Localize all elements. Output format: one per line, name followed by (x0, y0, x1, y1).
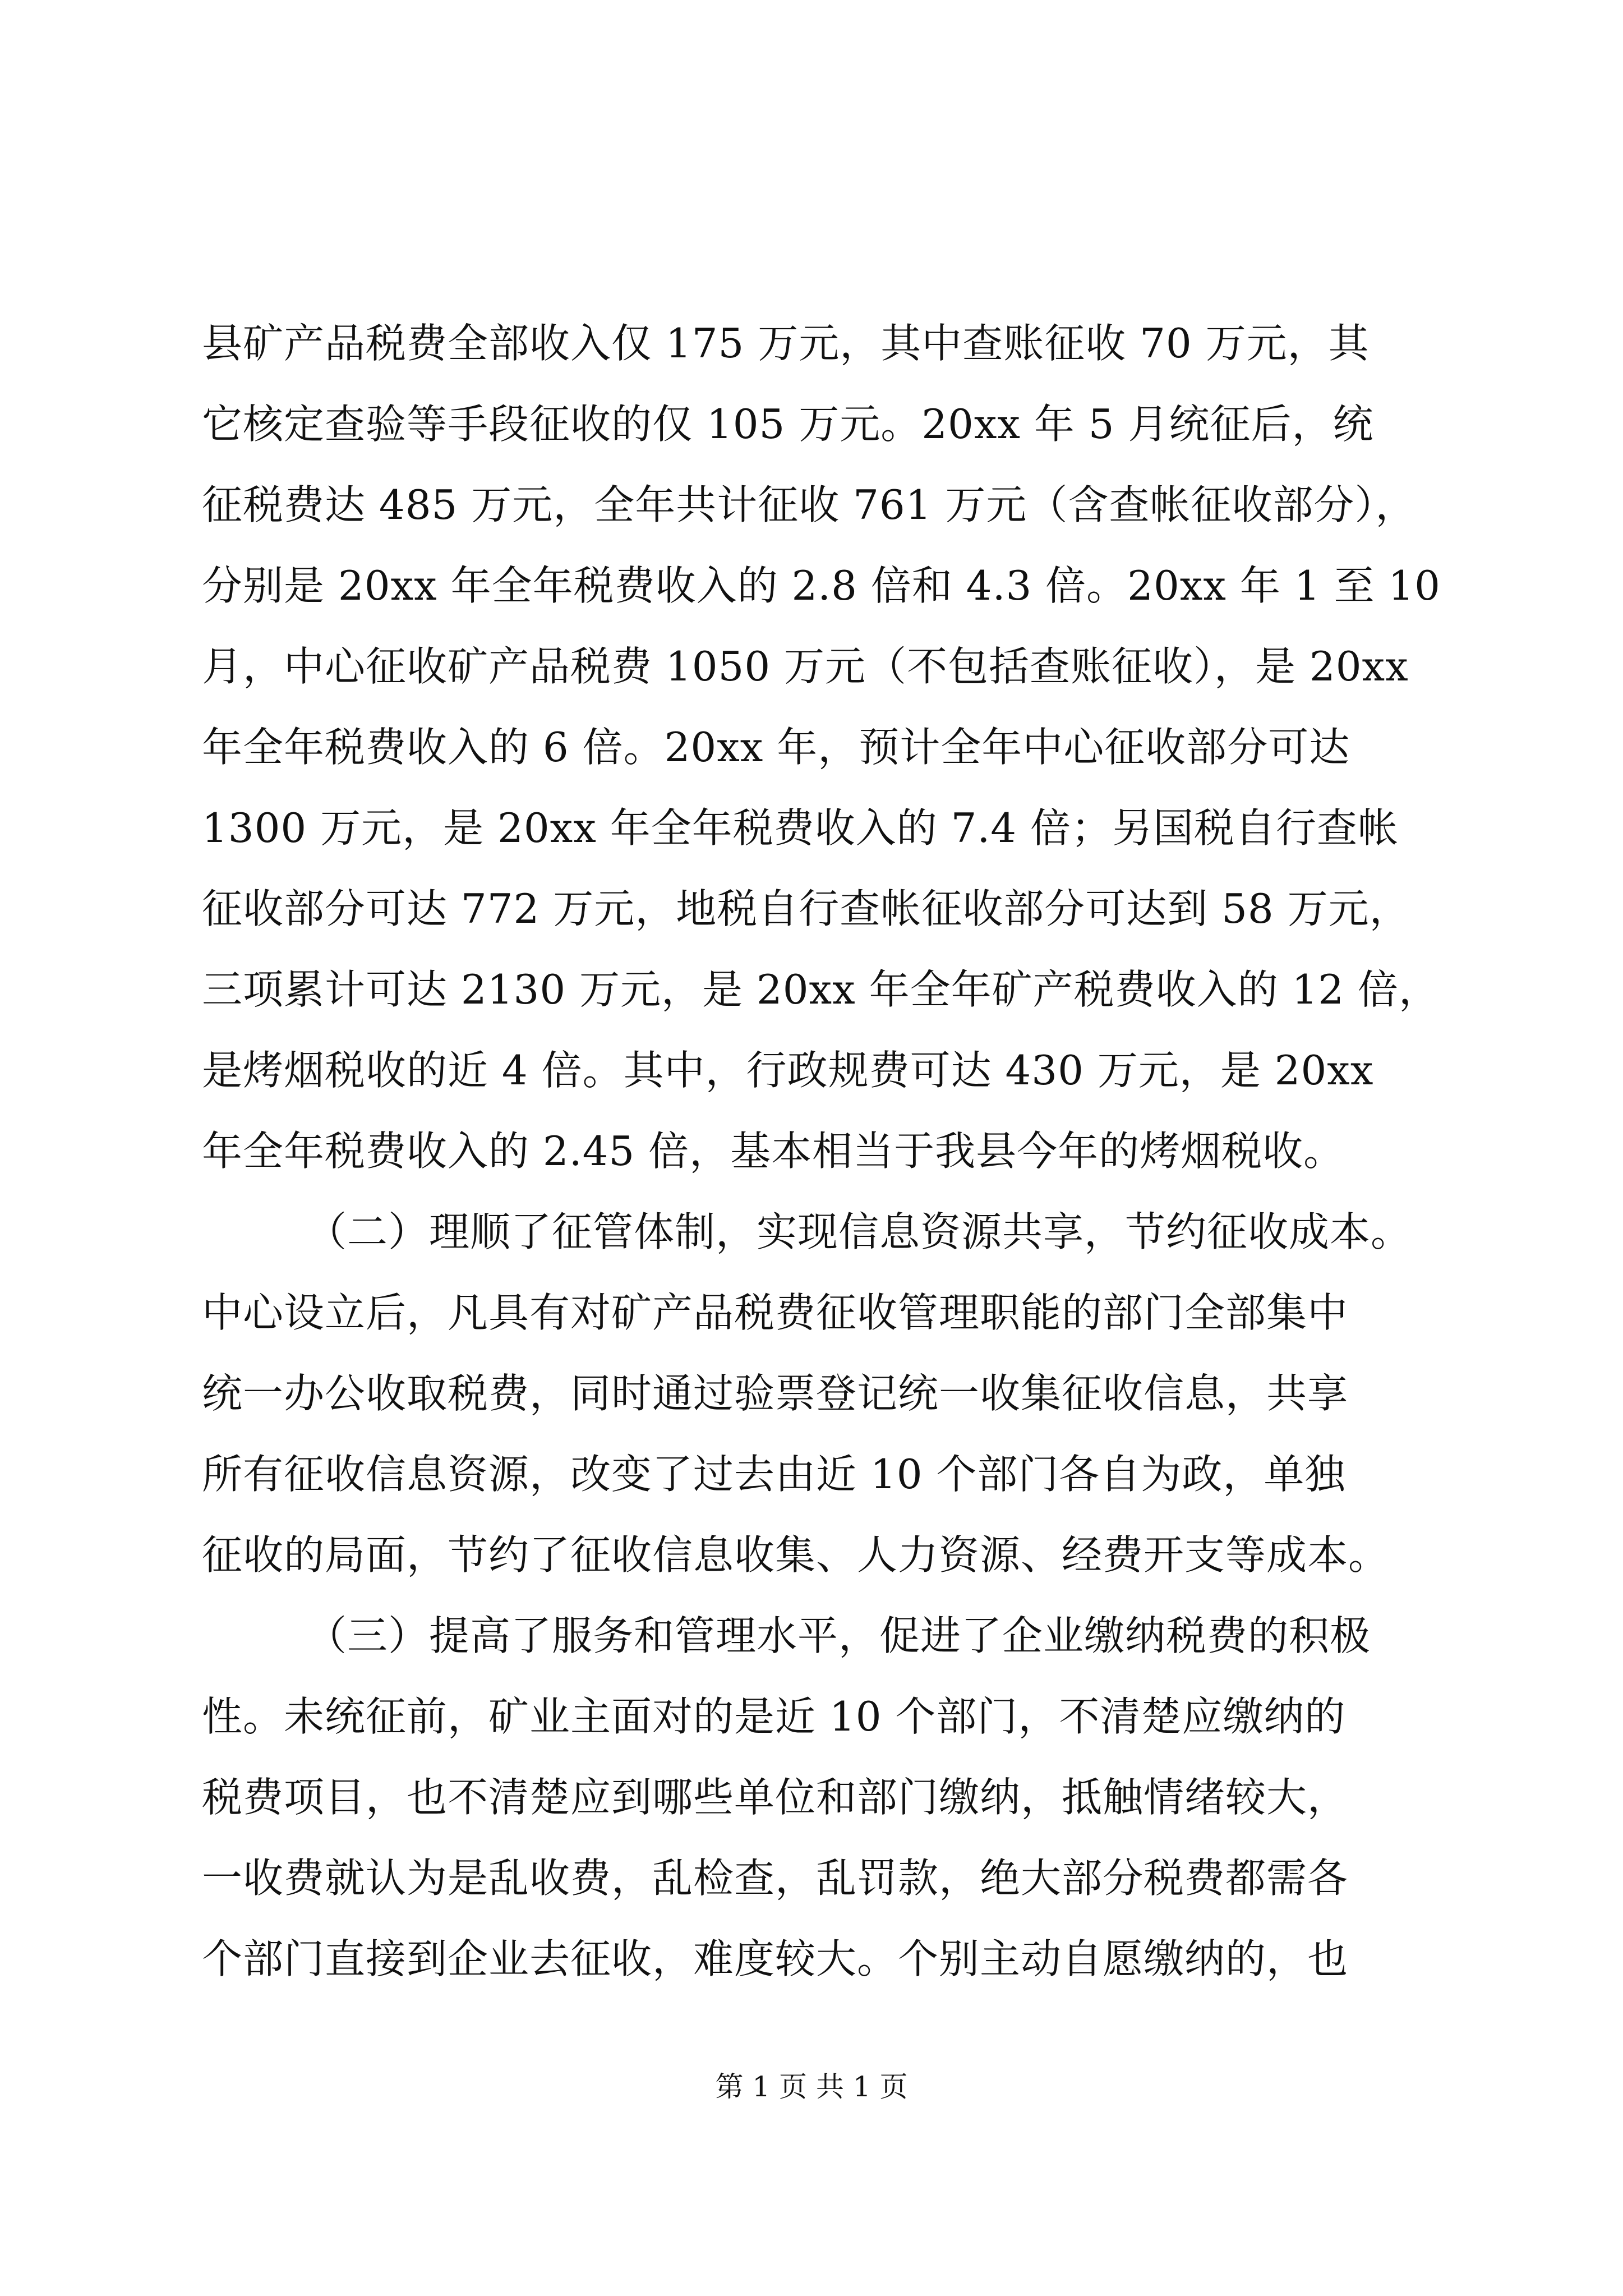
text-line: 统一办公收取税费，同时通过验票登记统一收集征收信息，共享 (202, 1370, 1349, 1417)
text-line: 年全年税费收入的 6 倍。20xx 年，预计全年中心征收部分可达 (202, 724, 1350, 771)
section-heading-line: （二）理顺了征管体制，实现信息资源共享，节约征收成本。 (306, 1208, 1412, 1255)
text-line: 征收部分可达 772 万元，地税自行查帐征收部分可达到 58 万元， (202, 885, 1410, 932)
text-line: 三项累计可达 2130 万元，是 20xx 年全年矿产税费收入的 12 倍， (202, 966, 1440, 1013)
text-line: 县矿产品税费全部收入仅 175 万元，其中查账征收 70 万元，其 (202, 320, 1370, 367)
text-line: 个部门直接到企业去征收，难度较大。个别主动自愿缴纳的，也 (202, 1935, 1349, 1982)
text-line: 1300 万元，是 20xx 年全年税费收入的 7.4 倍；另国税自行查帐 (202, 804, 1399, 852)
text-line: 一收费就认为是乱收费，乱检查，乱罚款，绝大部分税费都需各 (202, 1855, 1349, 1902)
text-line: 是烤烟税收的近 4 倍。其中，行政规费可达 430 万元，是 20xx (202, 1047, 1374, 1094)
text-line: 征税费达 485 万元，全年共计征收 761 万元（含查帐征收部分）， (202, 481, 1417, 528)
text-line: 所有征收信息资源，改变了过去由近 10 个部门各自为政，单独 (202, 1451, 1346, 1498)
text-line: 它核定查验等手段征收的仅 105 万元。20xx 年 5 月统征后，统 (202, 401, 1374, 448)
text-line: 税费项目，也不清楚应到哪些单位和部门缴纳，抵触情绪较大， (202, 1774, 1349, 1821)
page-footer: 第 1 页 共 1 页 (715, 2070, 908, 2103)
text-line: 征收的局面，节约了征收信息收集、人力资源、经费开支等成本。 (202, 1531, 1390, 1579)
text-line: 性。未统征前，矿业主面对的是近 10 个部门，不清楚应缴纳的 (202, 1693, 1346, 1740)
text-line: 中心设立后，凡具有对矿产品税费征收管理职能的部门全部集中 (202, 1289, 1349, 1336)
section-heading-line: （三）提高了服务和管理水平，促进了企业缴纳税费的积极 (306, 1612, 1371, 1659)
text-line: 年全年税费收入的 2.45 倍，基本相当于我县今年的烤烟税收。 (202, 1128, 1345, 1175)
text-line: 月，中心征收矿产品税费 1050 万元（不包括查账征收），是 20xx (202, 643, 1409, 690)
text-line: 分别是 20xx 年全年税费收入的 2.8 倍和 4.3 倍。20xx 年 1 至 10 (202, 562, 1441, 609)
body-text (202, 303, 1441, 1999)
